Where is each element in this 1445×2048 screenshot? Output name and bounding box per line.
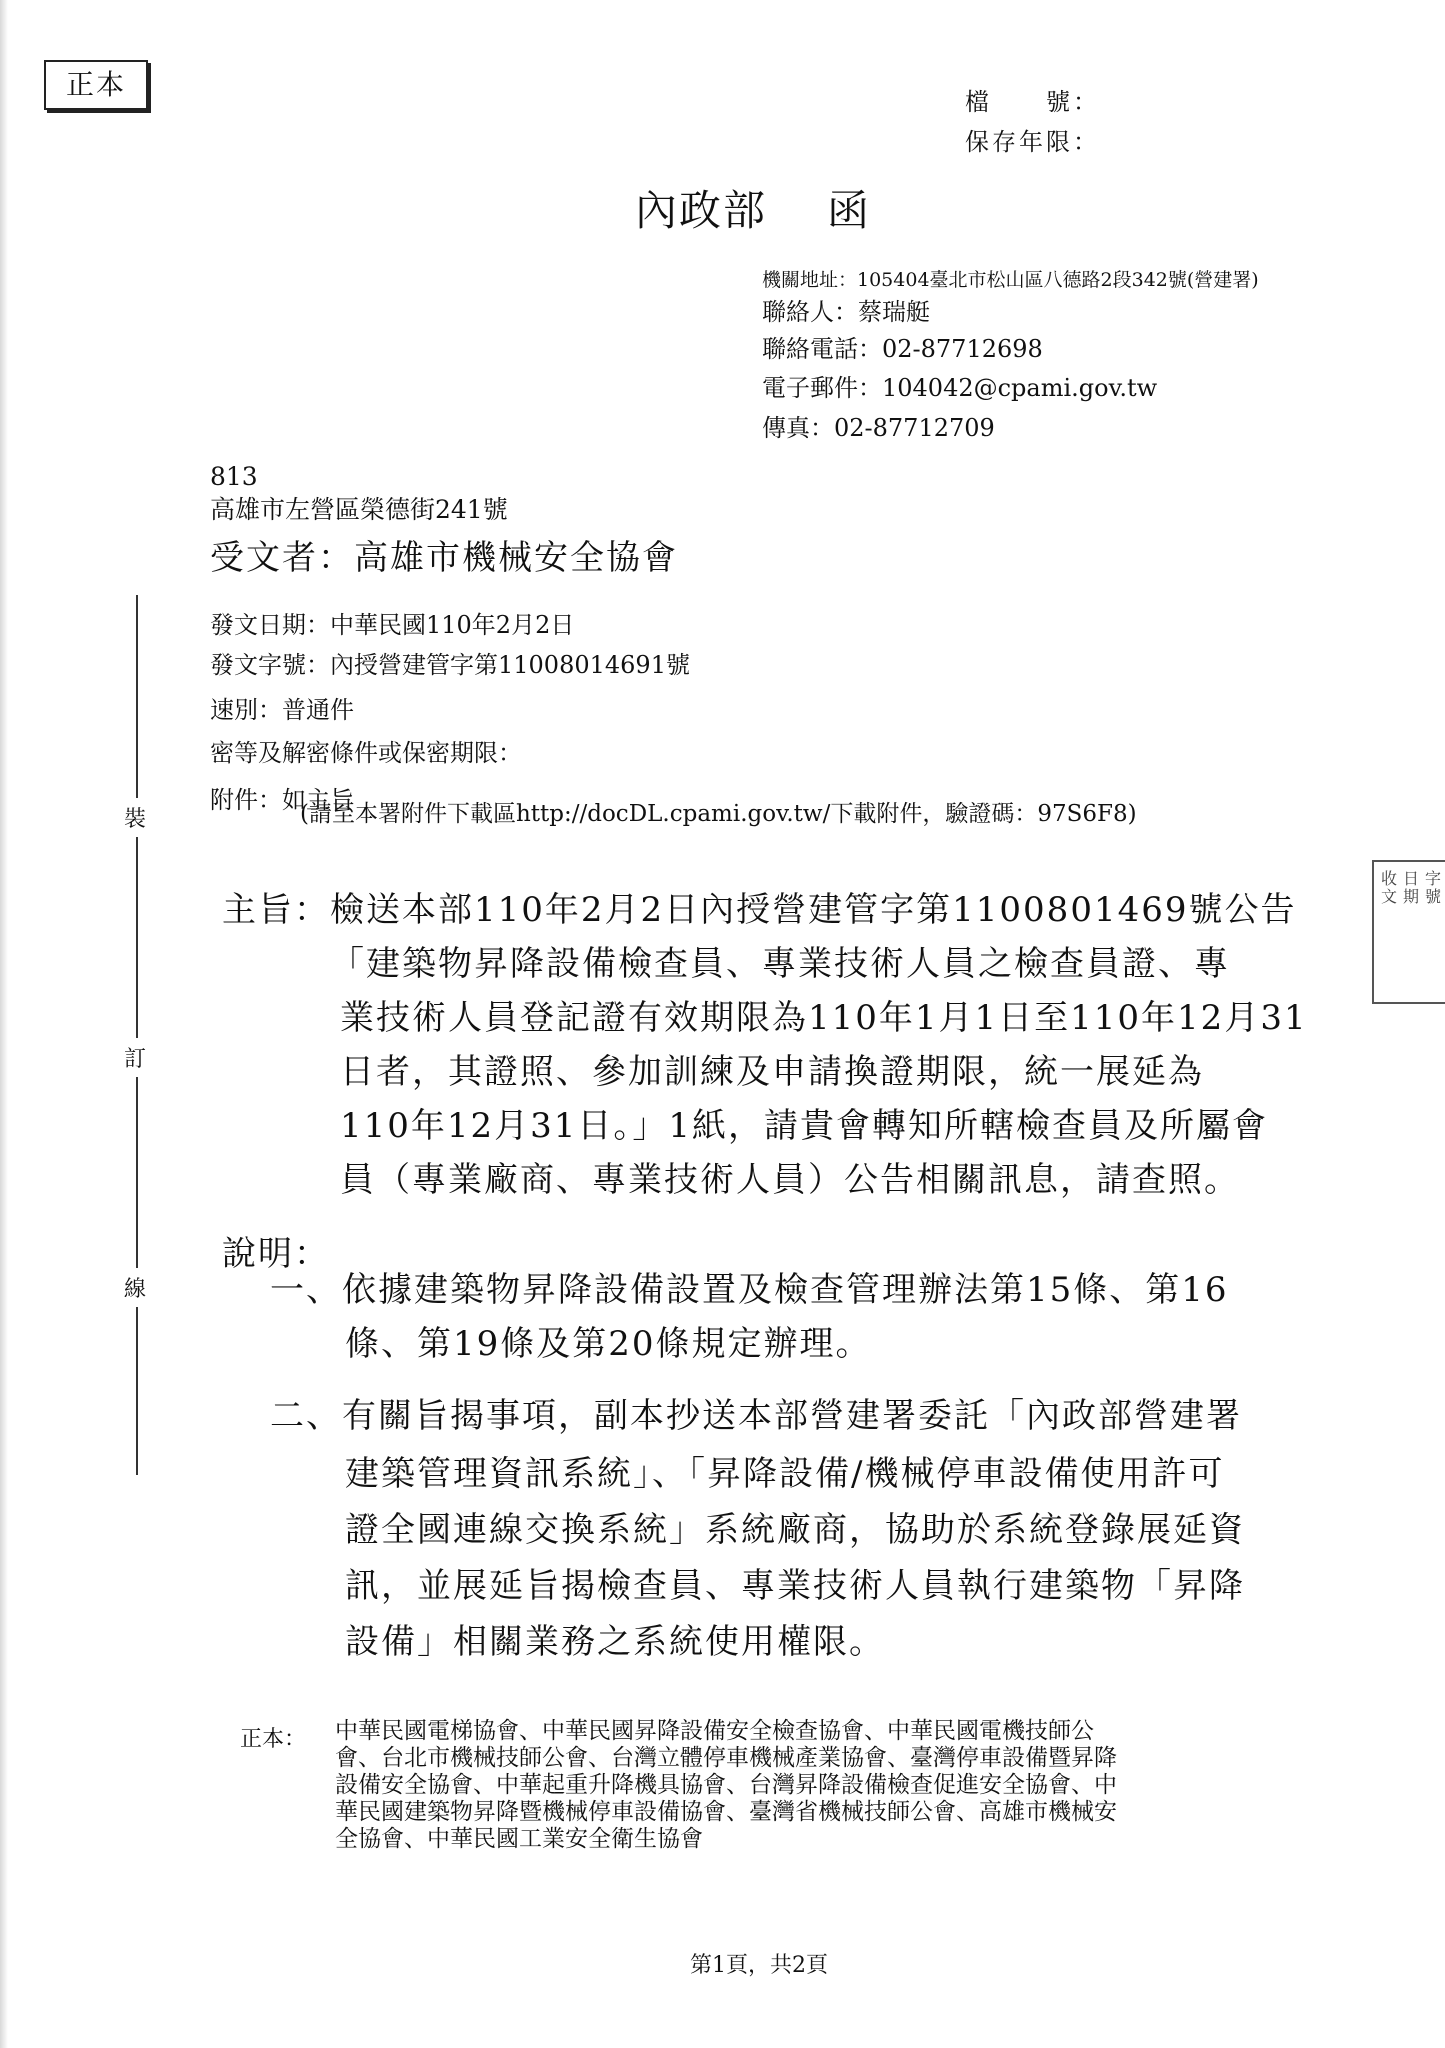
subject-line: 110年12月31日。」1紙，請貴會轉知所轄檢查員及所屬會	[340, 1106, 1269, 1146]
page-number: 第1頁，共2頁	[690, 1953, 828, 1978]
title-org: 內政部	[635, 186, 768, 235]
cc-line: 華民國建築物昇降暨機械停車設備協會、臺灣省機械技師公會、高雄市機械安	[335, 1799, 1117, 1825]
subject-line: 日者，其證照、參加訓練及申請換證期限，統一展延為	[340, 1052, 1204, 1092]
cc-line: 會、台北市機械技師公會、台灣立體停車機械產業協會、臺灣停車設備暨昇降	[335, 1745, 1117, 1771]
issuer-fax: 傳真：02-87712709	[762, 414, 995, 442]
recipient-postal: 813	[210, 462, 258, 491]
explanation-line: 一、依據建築物昇降設備設置及檢查管理辦法第15條、第16	[270, 1270, 1229, 1310]
retention-label: 保存年限：	[965, 128, 1100, 156]
explanation-line: 條、第19條及第20條規定辦理。	[345, 1324, 872, 1364]
issuer-contact: 聯絡人：蔡瑞艇	[762, 298, 930, 326]
attachment: 附件：如主旨	[210, 786, 354, 814]
explanation-line: 設備」相關業務之系統使用權限。	[345, 1622, 885, 1662]
title-doc-type: 函	[827, 186, 872, 235]
issuer-email: 電子郵件：104042@cpami.gov.tw	[762, 374, 1158, 402]
issuer-phone: 聯絡電話：02-87712698	[762, 335, 1043, 363]
binding-char: 裝	[124, 798, 146, 837]
issuer-address: 機關地址：105404臺北市松山區八德路2段342號(營建署)	[762, 269, 1259, 291]
received-stamp: 收文 日期 字號	[1372, 860, 1445, 1004]
speed-class: 速別：普通件	[210, 696, 354, 724]
explanation-line: 二、有關旨揭事項，副本抄送本部營建署委託「內政部營建署	[270, 1396, 1242, 1436]
issue-date: 發文日期：中華民國110年2月2日	[210, 611, 575, 639]
attachment-note: (請至本署附件下載區http://docDL.cpami.gov.tw/下載附件，驗證碼：97S6F8)	[300, 801, 1137, 827]
secrecy-level: 密等及解密條件或保密期限：	[210, 739, 522, 767]
subject-line: 「建築物昇降設備檢查員、專業技術人員之檢查員證、專	[330, 944, 1230, 984]
explanation-line: 證全國連線交換系統」系統廠商，協助於系統登錄展延資	[345, 1510, 1245, 1550]
document-number: 發文字號：內授營建管字第11008014691號	[210, 651, 690, 679]
document-title	[635, 178, 871, 238]
cc-line: 全協會、中華民國工業安全衛生協會	[335, 1826, 703, 1852]
cc-line: 設備安全協會、中華起重升降機具協會、台灣昇降設備檢查促進安全協會、中	[335, 1772, 1117, 1798]
subject-line: 業技術人員登記證有效期限為110年1月1日至110年12月31	[340, 998, 1308, 1038]
file-number-label: 檔 號：	[965, 88, 1100, 116]
explanation-line: 建築管理資訊系統」、「昇降設備/機械停車設備使用許可	[345, 1454, 1225, 1494]
cc-label: 正本：	[240, 1727, 307, 1752]
cc-line: 中華民國電梯協會、中華民國昇降設備安全檢查協會、中華民國電機技師公	[335, 1718, 1094, 1744]
explanation-line: 訊，並展延旨揭檢查員、專業技術人員執行建築物「昇降	[345, 1566, 1245, 1606]
copy-type-box: 正本	[44, 60, 148, 110]
subject-line: 主旨：檢送本部110年2月2日內授營建管字第1100801469號公告	[222, 890, 1297, 930]
recipient-address: 高雄市左營區榮德街241號	[210, 495, 508, 524]
binding-line	[136, 595, 138, 1475]
scan-edge	[0, 0, 8, 2048]
binding-char: 線	[124, 1268, 146, 1307]
recipient-name: 受文者：高雄市機械安全協會	[210, 538, 678, 578]
explanation-label: 說明：	[222, 1234, 330, 1274]
subject-line: 員（專業廠商、專業技術人員）公告相關訊息，請查照。	[340, 1160, 1240, 1200]
binding-char: 訂	[124, 1038, 146, 1077]
